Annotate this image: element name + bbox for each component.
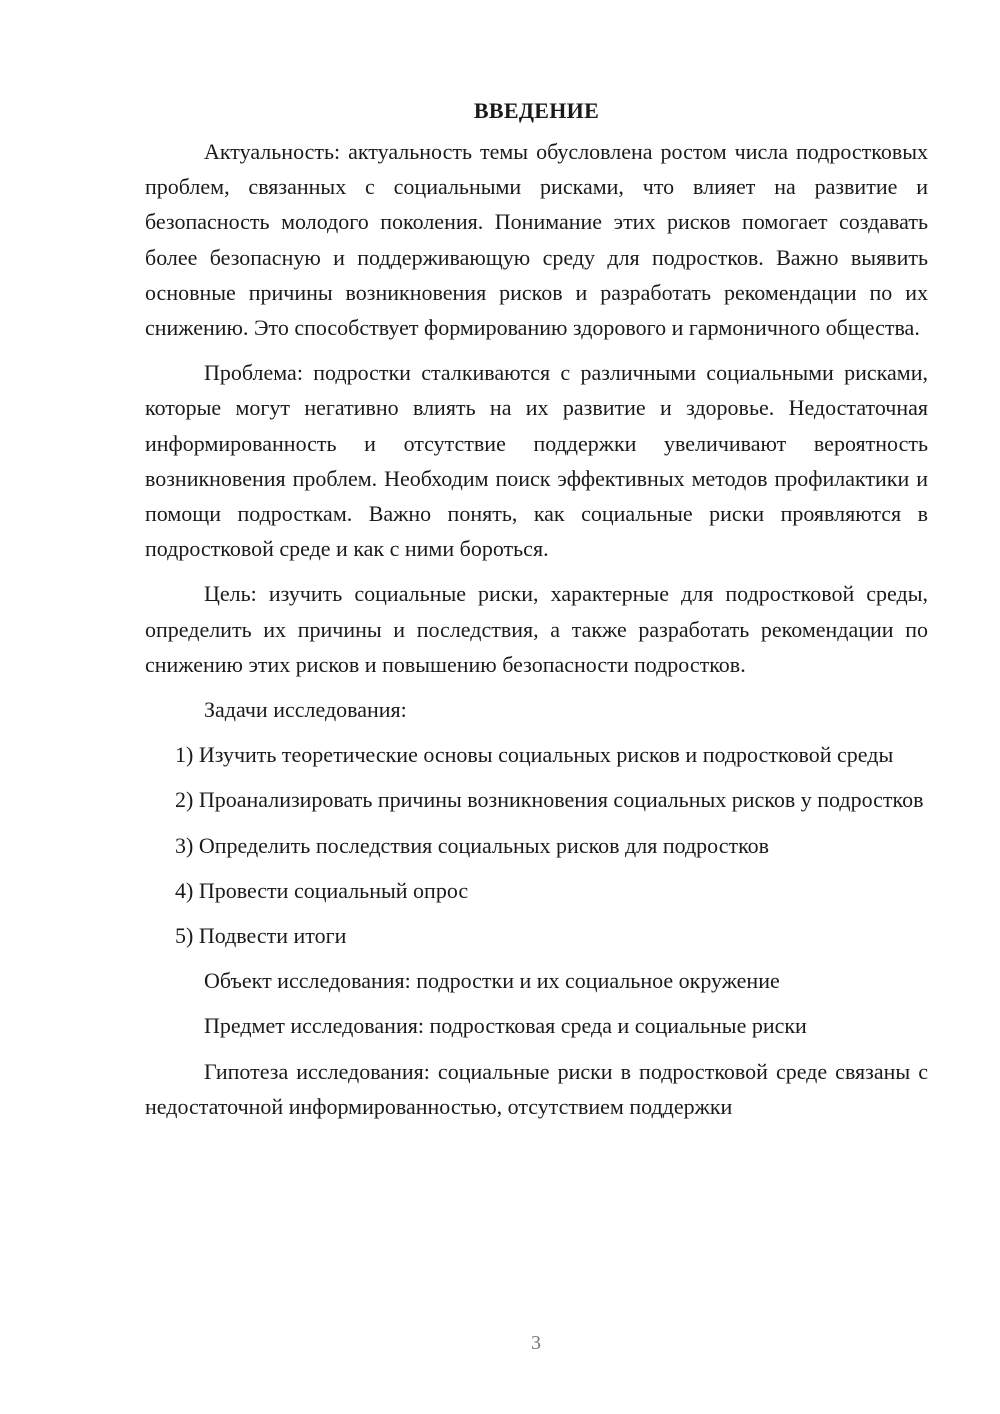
- task-item-3: 3) Определить последствия социальных рисков для подростков: [175, 832, 770, 858]
- page-content: [145, 93, 928, 1134]
- page-number: 3: [531, 1332, 541, 1354]
- paragraph-goal: Цель: изучить социальные риски, характерные для подростковой среды, определить их причины и последствия, а также разработать рекомендации по снижению этих рисков и повышению безопасности подростков.: [145, 581, 928, 677]
- task-item-4: 4) Провести социальный опрос: [175, 877, 469, 903]
- task-item-5: 5) Подвести итоги: [175, 923, 347, 949]
- paragraph-subject: Предмет исследования: подростковая среда и социальные риски: [204, 1013, 807, 1039]
- task-item-1: 1) Изучить теоретические основы социальных рисков и подростковой среды: [175, 742, 894, 768]
- task-item-2: 2) Проанализировать причины возникновения социальных рисков у подростков: [175, 787, 924, 813]
- paragraph-object: Объект исследования: подростки и их социальное окружение: [204, 968, 780, 994]
- section-title: ВВЕДЕНИЕ: [473, 98, 600, 123]
- paragraph-relevance: Актуальность: актуальность темы обусловлена ростом числа подростковых проблем, связанных с социальными рисками, что влияет на развитие и безопасность молодого поколения. Понимание этих рисков помогает создавать более безопасную и поддерживающую среду для подростков. Важно выявить основные причины возникновения рисков и разработать рекомендации по их снижению. Это способствует формированию здорового и гармоничного общества.: [145, 139, 928, 341]
- paragraph-problem: Проблема: подростки сталкиваются с различными социальными рисками, которые могут негативно влиять на их развитие и здоровье. Недостаточная информированность и отсутствие поддержки увеличивают вероятность возникновения проблем. Необходим поиск эффективных методов профилактики и помощи подросткам. Важно понять, как социальные риски проявляются в подростковой среде и как с ними бороться.: [145, 360, 928, 562]
- paragraph-hypothesis: Гипотеза исследования: социальные риски в подростковой среде связаны с недостаточной информированностью, отсутствием поддержки: [145, 1058, 928, 1119]
- paragraph-tasks-heading: Задачи исследования:: [204, 697, 407, 723]
